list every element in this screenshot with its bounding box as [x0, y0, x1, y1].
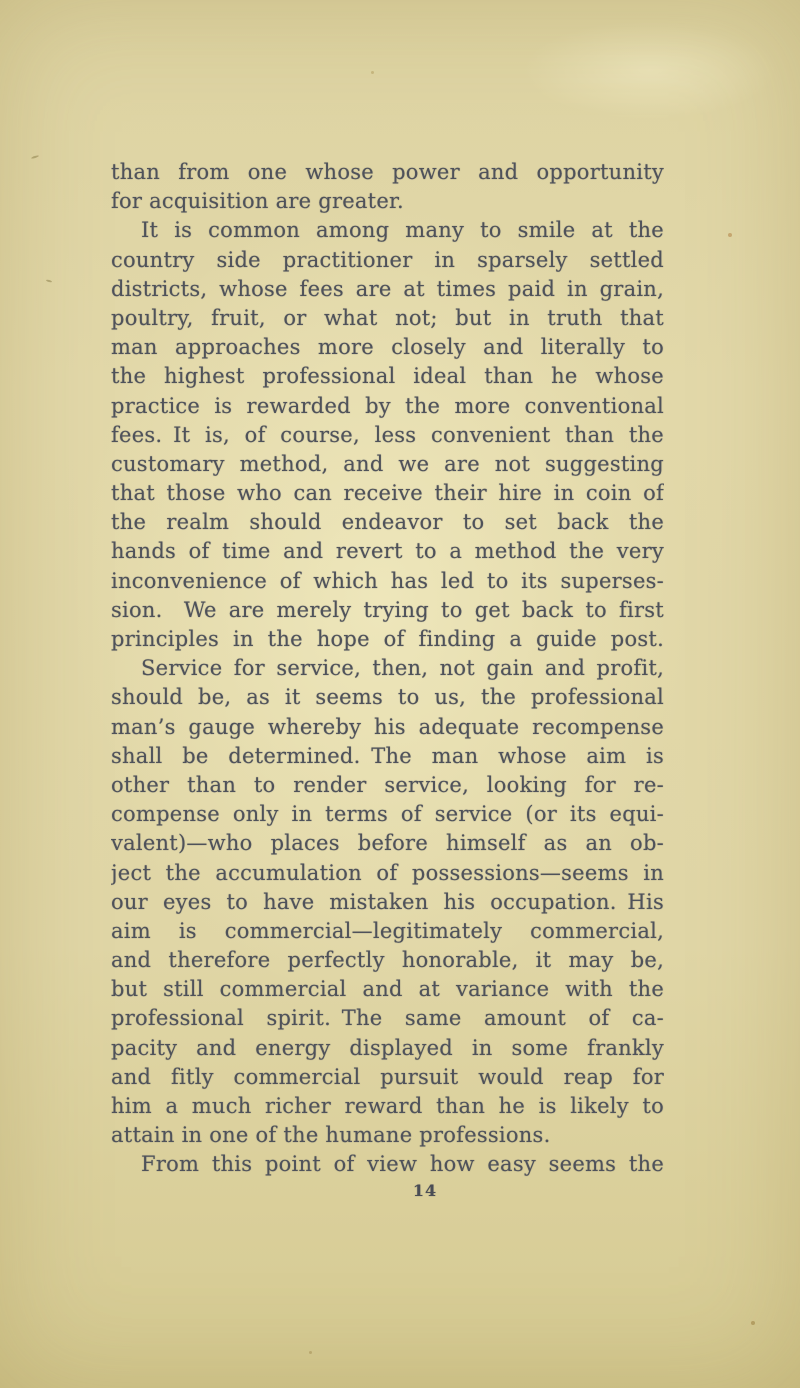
text-line: professional spirit. The same amount of ca-	[111, 1006, 664, 1031]
text-line: aim is commercial—legitimately commercial,	[111, 918, 664, 943]
page-number: 14	[412, 1181, 438, 1200]
text-line: the highest professional ideal than he whose	[111, 364, 664, 389]
text-line: our eyes to have mistaken his occupation. His	[111, 889, 664, 914]
text-line: ject the accumulation of possessions—seems in	[111, 860, 664, 885]
text-line: poultry, fruit, or what not; but in truth that	[111, 305, 664, 330]
text-line: pacity and energy displayed in some frankly	[111, 1035, 664, 1060]
text-line: districts, whose fees are at times paid in grain,	[111, 276, 664, 301]
text-line: It is common among many to smile at the	[141, 218, 664, 243]
text-line: sion. We are merely trying to get back to first	[111, 597, 664, 622]
text-line: practice is rewarded by the more conventional	[111, 393, 664, 418]
text-line: man approaches more closely and literally to	[111, 335, 664, 360]
text-line: hands of time and revert to a method the very	[111, 539, 664, 564]
text-line: that those who can receive their hire in coin of	[111, 481, 664, 506]
text-line: him a much richer reward than he is likely to	[111, 1094, 664, 1118]
text-line: and therefore perfectly honorable, it may be,	[111, 948, 664, 973]
text-line: inconvenience of which has led to its superses-	[111, 568, 664, 593]
text-line: attain in one of the humane professions.	[111, 1123, 551, 1148]
paper-speck	[371, 71, 374, 74]
text-line: Service for service, then, not gain and profit,	[141, 656, 664, 681]
text-line: customary method, and we are not suggesting	[111, 451, 664, 476]
paper-speck	[728, 233, 732, 237]
text-line: From this point of view how easy seems the	[141, 1152, 664, 1177]
text-line: should be, as it seems to us, the professional	[111, 685, 664, 710]
paper-speck	[46, 279, 52, 282]
text-line: than from one whose power and opportunity	[111, 160, 664, 184]
text-line: but still commercial and at variance with the	[111, 977, 664, 1002]
text-line: the realm should endeavor to set back the	[111, 510, 664, 535]
text-line: for acquisition are greater.	[111, 189, 404, 214]
text-line: shall be determined. The man whose aim is	[111, 743, 664, 768]
text-line: country side practitioner in sparsely settled	[111, 247, 664, 272]
text-line: compense only in terms of service (or its equi-	[111, 802, 664, 827]
text-line: valent)—who places before himself as an ob-	[111, 831, 664, 856]
text-line: other than to render service, looking for re-	[111, 772, 664, 797]
text-line: man’s gauge whereby his adequate recompense	[111, 714, 664, 739]
paper-speck	[309, 1351, 312, 1354]
page-text-block	[111, 158, 664, 1180]
paper-speck	[751, 1321, 755, 1325]
text-line: principles in the hope of finding a guide post.	[111, 627, 664, 651]
text-line: and fitly commercial pursuit would reap for	[111, 1064, 664, 1089]
paper-speck	[31, 155, 39, 159]
text-line: fees. It is, of course, less convenient than the	[111, 422, 664, 447]
